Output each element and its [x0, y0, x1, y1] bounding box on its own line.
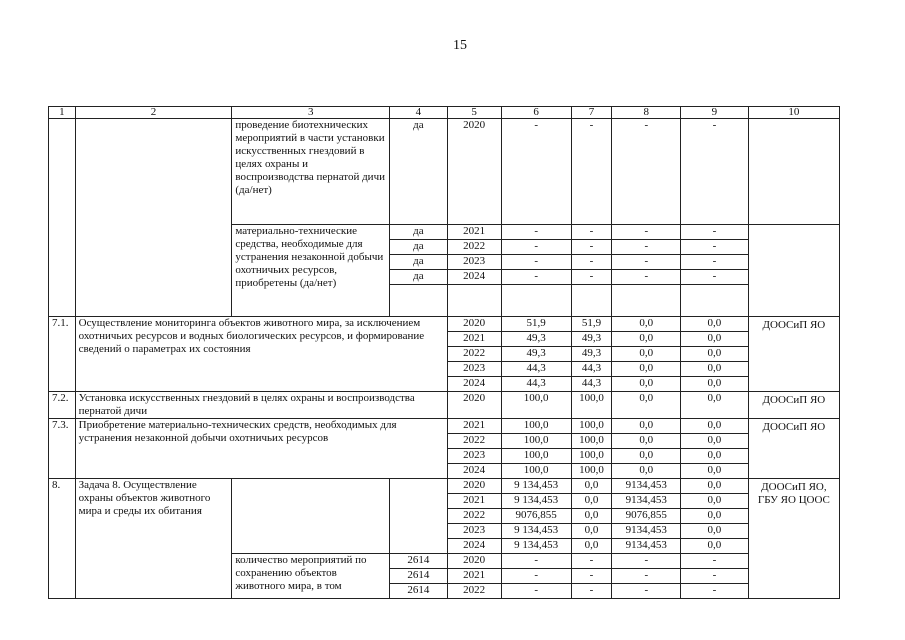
value-cell: 9076,855 [612, 509, 681, 524]
value-cell: 0,0 [612, 317, 681, 332]
value-cell: 100,0 [571, 464, 612, 479]
value-cell: 9 134,453 [501, 479, 571, 494]
year-cell: 2023 [447, 524, 501, 539]
unit-cell: да [390, 255, 447, 270]
value-cell: 0,0 [612, 464, 681, 479]
value-cell: 51,9 [571, 317, 612, 332]
empty-cell [447, 285, 501, 317]
value-cell: - [612, 554, 681, 569]
value-cell: 0,0 [681, 362, 749, 377]
executor-cell: ДООСиП ЯО [748, 419, 839, 479]
value-cell: 0,0 [681, 332, 749, 347]
value-cell: 0,0 [681, 464, 749, 479]
value-cell: - [501, 554, 571, 569]
unit-cell: да [390, 225, 447, 240]
unit-cell: да [390, 119, 447, 225]
value-cell: - [681, 255, 749, 270]
year-cell: 2021 [447, 419, 501, 434]
value-cell: 100,0 [571, 434, 612, 449]
value-cell: - [612, 569, 681, 584]
value-cell: 0,0 [681, 509, 749, 524]
year-cell: 2021 [447, 225, 501, 240]
value-cell: - [612, 225, 681, 240]
item-number: 8. [49, 479, 76, 599]
year-cell: 2020 [447, 119, 501, 225]
empty-cell [748, 225, 839, 317]
indicator-description: материально-технические средства, необходимые для устранения незаконной добычи охотничьих ресурсов, приобретены (да/нет) [232, 225, 390, 317]
year-cell: 2021 [447, 569, 501, 584]
value-cell: - [681, 225, 749, 240]
header-cell: 6 [501, 107, 571, 119]
value-cell: 100,0 [571, 449, 612, 464]
value-cell: 0,0 [612, 419, 681, 434]
value-cell: - [571, 255, 612, 270]
value-cell: 0,0 [612, 332, 681, 347]
value-cell: 49,3 [501, 332, 571, 347]
year-cell: 2023 [447, 449, 501, 464]
empty-cell [49, 119, 76, 317]
value-cell: 0,0 [571, 539, 612, 554]
year-cell: 2024 [447, 539, 501, 554]
value-cell: 0,0 [571, 509, 612, 524]
value-cell: 9 134,453 [501, 539, 571, 554]
year-cell: 2022 [447, 509, 501, 524]
value-cell: 49,3 [571, 332, 612, 347]
value-cell: 44,3 [571, 362, 612, 377]
year-cell: 2020 [447, 479, 501, 494]
value-cell: 0,0 [681, 392, 749, 419]
value-cell: 44,3 [501, 362, 571, 377]
item-description: Осуществление мониторинга объектов животного мира, за исключением охотничьих ресурсов и водных биологических ресурсов, и формирование сведений о параметрах их состояния [75, 317, 447, 392]
item-description: Приобретение материально-технических средств, необходимых для устранения незаконной добычи охотничьих ресурсов [75, 419, 447, 479]
header-cell: 7 [571, 107, 612, 119]
value-cell: - [501, 270, 571, 285]
value-cell: 0,0 [571, 524, 612, 539]
year-cell: 2021 [447, 332, 501, 347]
indicator-description: проведение биотехнических мероприятий в части установки искусственных гнездовий в целях охраны и воспроизводства пернатой дичи (да/нет) [232, 119, 390, 225]
year-cell: 2021 [447, 494, 501, 509]
executor-cell: ДООСиП ЯО [748, 392, 839, 419]
header-cell: 5 [447, 107, 501, 119]
value-cell: - [501, 119, 571, 225]
header-cell: 1 [49, 107, 76, 119]
year-cell: 2024 [447, 270, 501, 285]
value-cell: - [612, 584, 681, 599]
header-cell: 9 [681, 107, 749, 119]
executor-cell: ДООСиП ЯО, ГБУ ЯО ЦООС [748, 479, 839, 599]
value-cell: - [501, 225, 571, 240]
year-cell: 2022 [447, 347, 501, 362]
value-cell: 9134,453 [612, 494, 681, 509]
year-cell: 2022 [447, 240, 501, 255]
value-cell: 9134,453 [612, 479, 681, 494]
value-cell: 0,0 [681, 347, 749, 362]
value-cell: - [681, 240, 749, 255]
year-cell: 2020 [447, 317, 501, 332]
value-cell: 100,0 [501, 464, 571, 479]
value-cell: 0,0 [681, 434, 749, 449]
value-cell: 0,0 [681, 317, 749, 332]
value-cell: 0,0 [571, 479, 612, 494]
unit-cell: да [390, 240, 447, 255]
value-cell: 0,0 [612, 392, 681, 419]
year-cell: 2022 [447, 434, 501, 449]
value-cell: 9134,453 [612, 524, 681, 539]
program-table [48, 106, 840, 599]
empty-cell [612, 285, 681, 317]
value-cell: - [681, 584, 749, 599]
table-row [49, 392, 840, 419]
value-cell: - [681, 569, 749, 584]
value-cell: 0,0 [571, 494, 612, 509]
value-cell: 100,0 [501, 419, 571, 434]
value-cell: - [571, 584, 612, 599]
table-row [49, 419, 840, 434]
table-row [49, 479, 840, 494]
value-cell: - [501, 255, 571, 270]
empty-cell [390, 479, 447, 554]
value-cell: 9 134,453 [501, 524, 571, 539]
value-cell: 0,0 [612, 362, 681, 377]
unit-cell: 2614 [390, 554, 447, 569]
empty-cell [232, 479, 390, 554]
empty-cell [571, 285, 612, 317]
value-cell: 0,0 [681, 419, 749, 434]
value-cell: - [681, 270, 749, 285]
table-row [49, 317, 840, 332]
value-cell: - [681, 554, 749, 569]
table-header-row [49, 107, 840, 119]
header-cell: 10 [748, 107, 839, 119]
value-cell: - [612, 119, 681, 225]
value-cell: - [681, 119, 749, 225]
header-cell: 8 [612, 107, 681, 119]
value-cell: 49,3 [571, 347, 612, 362]
value-cell: 100,0 [501, 449, 571, 464]
year-cell: 2024 [447, 464, 501, 479]
value-cell: 0,0 [681, 524, 749, 539]
value-cell: 51,9 [501, 317, 571, 332]
year-cell: 2023 [447, 255, 501, 270]
year-cell: 2020 [447, 554, 501, 569]
value-cell: - [571, 270, 612, 285]
indicator-description: количество мероприятий по сохранению объектов животного мира, в том [232, 554, 390, 599]
value-cell: 0,0 [612, 377, 681, 392]
value-cell: - [612, 240, 681, 255]
value-cell: - [501, 584, 571, 599]
header-cell: 3 [232, 107, 390, 119]
value-cell: 9076,855 [501, 509, 571, 524]
empty-cell [681, 285, 749, 317]
header-cell: 4 [390, 107, 447, 119]
value-cell: - [571, 240, 612, 255]
executor-cell: ДООСиП ЯО [748, 317, 839, 392]
value-cell: - [571, 225, 612, 240]
value-cell: - [612, 270, 681, 285]
item-description: Установка искусственных гнездовий в целях охраны и воспроизводства пернатой дичи [75, 392, 447, 419]
unit-cell: да [390, 270, 447, 285]
unit-cell: 2614 [390, 569, 447, 584]
value-cell: 0,0 [681, 494, 749, 509]
value-cell: 0,0 [612, 434, 681, 449]
value-cell: - [612, 255, 681, 270]
header-cell: 2 [75, 107, 232, 119]
item-number: 7.3. [49, 419, 76, 479]
empty-cell [75, 119, 232, 317]
page-number: 15 [453, 38, 467, 53]
unit-cell: 2614 [390, 584, 447, 599]
empty-cell [748, 119, 839, 225]
value-cell: 0,0 [612, 449, 681, 464]
value-cell: 100,0 [501, 434, 571, 449]
item-number: 7.1. [49, 317, 76, 392]
value-cell: 100,0 [571, 419, 612, 434]
value-cell: - [571, 119, 612, 225]
table-row [49, 119, 840, 225]
value-cell: 44,3 [501, 377, 571, 392]
value-cell: - [501, 569, 571, 584]
value-cell: - [501, 240, 571, 255]
value-cell: 0,0 [681, 479, 749, 494]
value-cell: 9134,453 [612, 539, 681, 554]
value-cell: 0,0 [612, 347, 681, 362]
value-cell: 9 134,453 [501, 494, 571, 509]
value-cell: 100,0 [501, 392, 571, 419]
empty-cell [390, 285, 447, 317]
value-cell: 0,0 [681, 539, 749, 554]
item-description: Задача 8. Осуществление охраны объектов животного мира и среды их обитания [75, 479, 232, 599]
value-cell: - [571, 554, 612, 569]
empty-cell [501, 285, 571, 317]
value-cell: 0,0 [681, 377, 749, 392]
year-cell: 2022 [447, 584, 501, 599]
value-cell: 100,0 [571, 392, 612, 419]
year-cell: 2023 [447, 362, 501, 377]
year-cell: 2020 [447, 392, 501, 419]
item-number: 7.2. [49, 392, 76, 419]
value-cell: 49,3 [501, 347, 571, 362]
value-cell: - [571, 569, 612, 584]
value-cell: 44,3 [571, 377, 612, 392]
value-cell: 0,0 [681, 449, 749, 464]
year-cell: 2024 [447, 377, 501, 392]
